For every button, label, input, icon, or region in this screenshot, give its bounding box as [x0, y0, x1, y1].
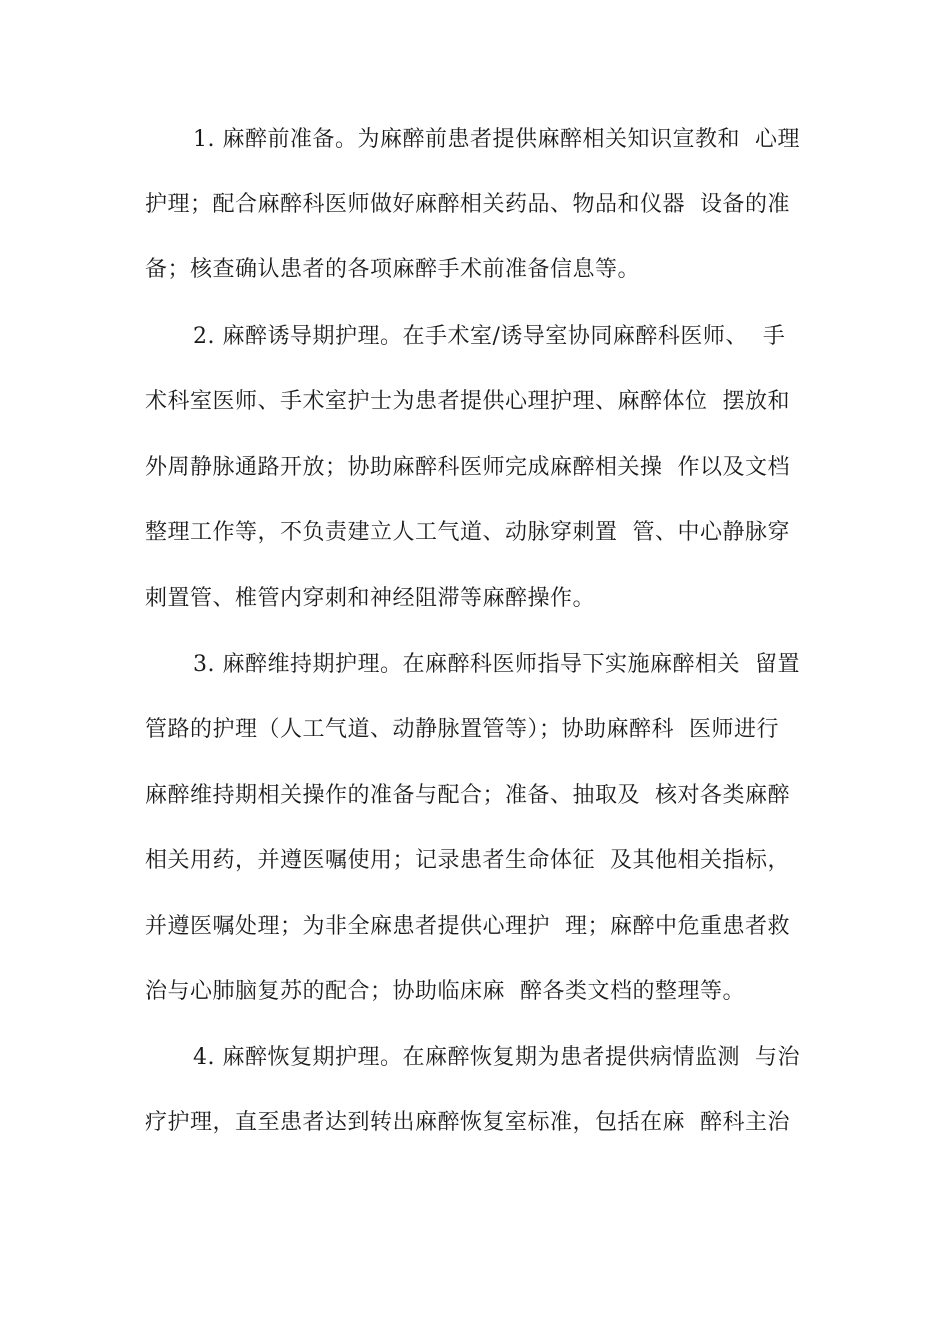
paragraph-4-line-2: 疗护理，直至患者达到转出麻醉恢复室标准，包括在麻 醉科主治 — [145, 1110, 790, 1135]
paragraph-3-line-2: 管路的护理（人工气道、动静脉置管等）；协助麻醉科 医师进行 — [145, 717, 779, 742]
paragraph-3-line-6: 治与心肺脑复苏的配合；协助临床麻 醉各类文档的整理等。 — [145, 979, 745, 1004]
paragraph-2-line-2: 术科室医师、手术室护士为患者提供心理护理、麻醉体位 摆放和 — [145, 389, 790, 414]
paragraph-2-line-1: 2. 麻醉诱导期护理。在手术室/诱导室协同麻醉科医师、 手 — [193, 324, 786, 349]
paragraph-2-line-4: 整理工作等，不负责建立人工气道、动脉穿刺置 管、中心静脉穿 — [145, 520, 790, 545]
paragraph-4-line-1: 4. 麻醉恢复期护理。在麻醉恢复期为患者提供病情监测 与治 — [193, 1045, 800, 1070]
paragraph-1-line-1: 1. 麻醉前准备。为麻醉前患者提供麻醉相关知识宣教和 心理 — [193, 127, 800, 152]
paragraph-3-line-1: 3. 麻醉维持期护理。在麻醉科医师指导下实施麻醉相关 留置 — [193, 652, 800, 677]
paragraph-1-line-2: 护理；配合麻醉科医师做好麻醉相关药品、物品和仪器 设备的准 — [145, 192, 790, 217]
paragraph-2-line-5: 刺置管、椎管内穿刺和神经阻滞等麻醉操作。 — [145, 586, 596, 611]
paragraph-3-line-5: 并遵医嘱处理；为非全麻患者提供心理护 理；麻醉中危重患者救 — [145, 914, 790, 939]
paragraph-1-line-3: 备；核查确认患者的各项麻醉手术前准备信息等。 — [145, 257, 641, 282]
paragraph-2-line-3: 外周静脉通路开放；协助麻醉科医师完成麻醉相关操 作以及文档 — [145, 455, 790, 480]
paragraph-3-line-4: 相关用药，并遵医嘱使用；记录患者生命体征 及其他相关指标， — [145, 848, 790, 873]
paragraph-3-line-3: 麻醉维持期相关操作的准备与配合；准备、抽取及 核对各类麻醉 — [145, 783, 790, 808]
